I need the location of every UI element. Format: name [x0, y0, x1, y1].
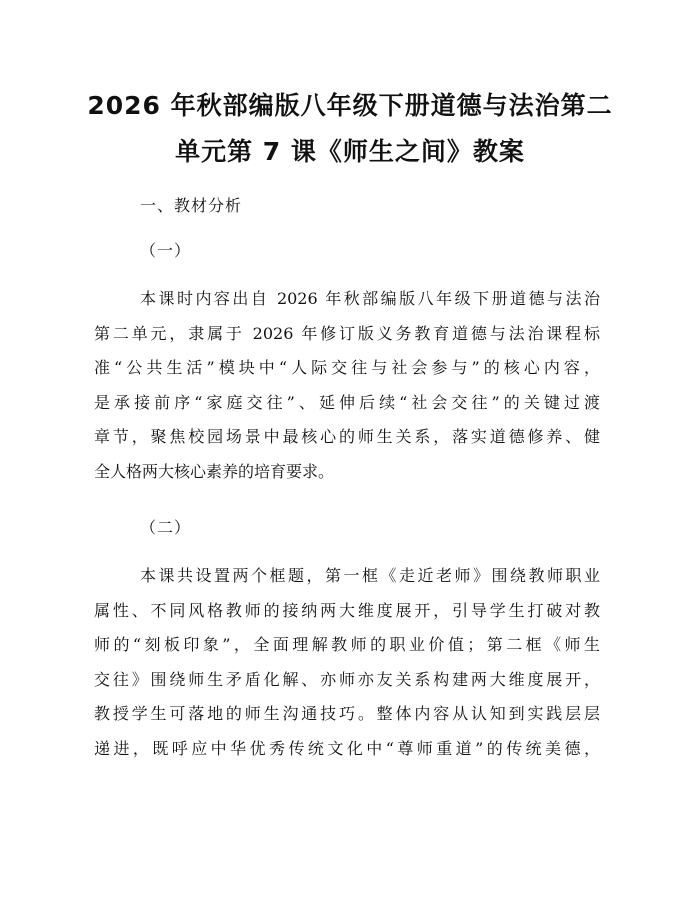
paragraph-2-line: 递进，既呼应中华优秀传统文化中“尊师重道”的传统美德，	[94, 738, 600, 758]
paragraph-1-line: 是承接前序“家庭交往”、延伸后续“社会交往”的关键过渡	[94, 392, 600, 412]
document-title-line-1: 2026 年秋部编版八年级下册道德与法治第二	[87, 91, 613, 120]
paragraph-2-line: 教授学生可落地的师生沟通技巧。整体内容从认知到实践层层	[94, 704, 600, 723]
paragraph-2-line: 属性、不同风格教师的接纳两大维度展开，引导学生打破对教	[94, 600, 600, 620]
paragraph-2-line: 交往》围绕师生矛盾化解、亦师亦友关系构建两大维度展开，	[94, 669, 600, 689]
paragraph-2	[94, 559, 600, 766]
subsection-heading-1: （一）	[140, 241, 192, 260]
paragraph-1-line: 本课时内容出自 2026 年秋部编版八年级下册道德与法治	[140, 289, 600, 308]
section-heading-textbook-analysis: 一、教材分析	[140, 196, 243, 215]
paragraph-1	[94, 282, 600, 489]
paragraph-1-line: 章节，聚焦校园场景中最核心的师生关系，落实道德修养、健	[94, 427, 600, 446]
subsection-heading-2: （二）	[140, 518, 192, 537]
paragraph-2-line: 师的“刻板印象”，全面理解教师的职业价值；第二框《师生	[94, 635, 600, 654]
paragraph-2-line: 本课共设置两个框题，第一框《走近老师》围绕教师职业	[140, 566, 600, 585]
paragraph-1-line: 准“公共生活”模块中“人际交往与社会参与”的核心内容，	[94, 358, 600, 377]
paragraph-1-line: 全人格两大核心素养的培育要求。	[94, 461, 335, 481]
paragraph-1-line: 第二单元，隶属于 2026 年修订版义务教育道德与法治课程标	[94, 323, 600, 343]
document-title-line-2: 单元第 7 课《师生之间》教案	[175, 137, 525, 166]
